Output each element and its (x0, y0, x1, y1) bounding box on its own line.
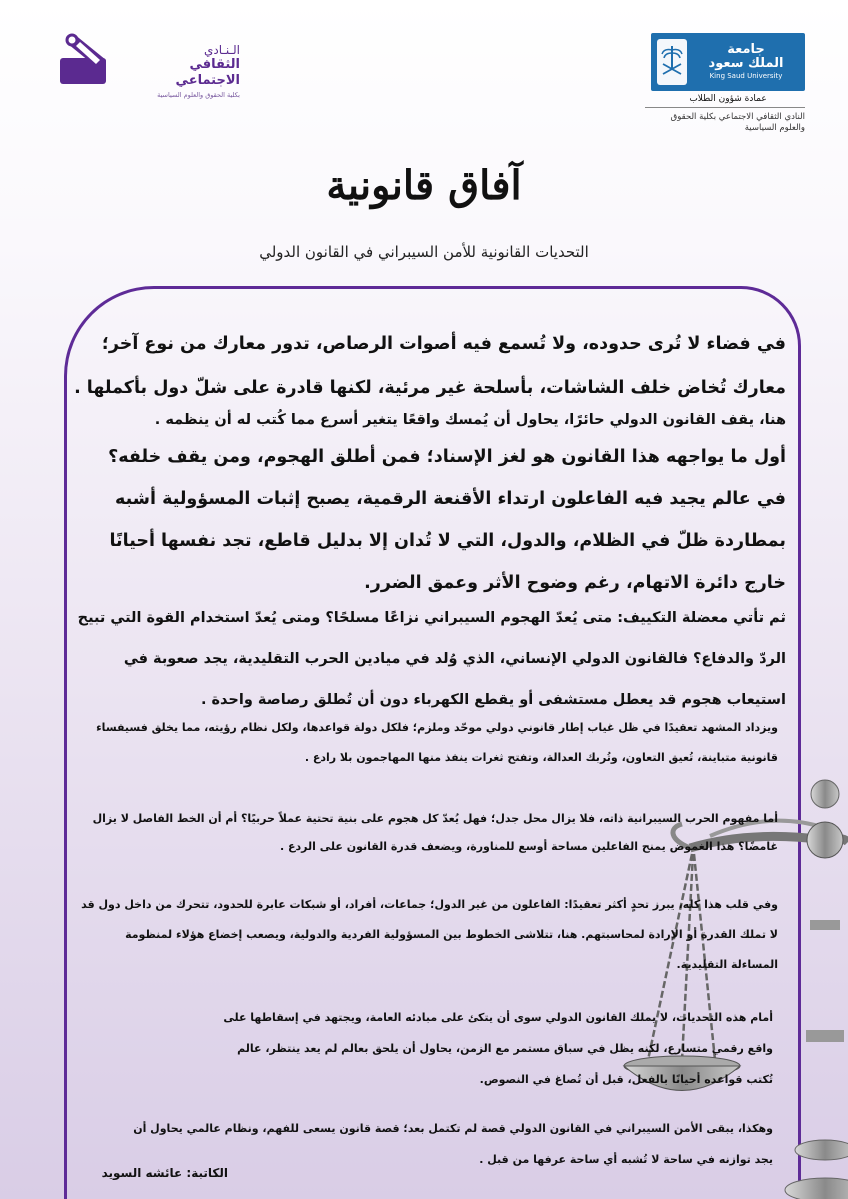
page-title: آفاق قانونية (326, 162, 522, 209)
paragraph-3: أول ما يواجهه هذا القانون هو لغز الإسناد؛ فمن أطلق الهجوم، ومن يقف خلفه؟ في عالم يجيد فيه الفاعلون ارتداء الأقنعة الرقمية، يصبح إثبات المسؤولية أشبه بمطاردة ظلّ في الظلام، والدول، التي لا تُدان إلا بدليل قاطع، تجد نفسها أحيانًا خارج دائرة الاتهام، رغم وضوح الأثر وعمق الضرر. (108, 447, 786, 593)
paragraph-9: وهكذا، يبقى الأمن السيبراني في القانون الدولي قصة لم تكتمل بعد؛ قصة قانون يسعى للفهم، ونظام عالمي يحاول أن يجد توازنه في ساحة لا تُشبه أي ساحة عرفها من قبل . (133, 1122, 773, 1166)
paragraph-7: وفي قلب هذا كله، يبرز تحدٍ أكثر تعقيدًا: الفاعلون من غير الدول؛ جماعات، أفراد، أو شبكات عابرة للحدود، تتحرك من داخل دول قد لا تملك القدرة أو الإرادة لمحاسبتهم. هنا، تتلاشى الخطوط بين المسؤولية الفردية والدولية، ويصعب إخضاع هؤلاء لمنظومة المساءلة التقليدية. (81, 898, 778, 971)
club-name (126, 44, 240, 99)
club-name-line1: الـنـادي (203, 43, 240, 57)
palm-swords-icon (657, 39, 687, 85)
ksu-logo-text (693, 43, 799, 81)
paragraph-4: ثم تأتي معضلة التكييف: متى يُعدّ الهجوم السيبراني نزاعًا مسلحًا؟ ومتى يُعدّ استخدام القوة التي تبيح الردّ والدفاع؟ فالقانون الدولي الإنساني، الذي وُلد في ميادين الحرب التقليدية، يجد صعوبة في استيعاب هجوم قد يعطل مستشفى أو يقطع الكهرباء دون أن تُطلق رصاصة واحدة . (77, 610, 786, 708)
club-name-line2: الثقافي الاجتماعي (175, 57, 240, 88)
ksu-name-ar-2: الملك سعود (708, 56, 784, 72)
club-name-line3: بكلية الحقوق والعلوم السياسية (157, 91, 240, 100)
page-subtitle: التحديات القانونية للأمن السيبراني في القانون الدولي (259, 243, 589, 261)
paragraph-2: هنا، يقف القانون الدولي حائرًا، يحاول أن يُمسك واقعًا يتغير أسرع مما كُتب له أن ينظمه . (154, 412, 786, 428)
paragraph-6: أما مفهوم الحرب السيبرانية ذاته، فلا يزال محل جدل؛ فهل يُعدّ كل هجوم على بنية تحتية عملاً حربيًا؟ أم أن الخط الفاصل لا يزال غامضًا؟ هذا الغموض يمنح الفاعلين مساحة أوسع للمناورة، ويضعف قدرة القانون على الردع . (92, 812, 778, 853)
paragraph-1: في فضاء لا تُرى حدوده، ولا تُسمع فيه أصوات الرصاص، تدور معارك من نوع آخر؛ معارك تُخاض خلف الشاشات، بأسلحة غير مرئية، لكنها قادرة على شلّ دول بأكملها . (74, 334, 786, 398)
club-side-label: النادي الثقافي الاجتماعي بكلية الحقوق والعلوم السياسية (670, 112, 805, 133)
paragraph-5: ويزداد المشهد تعقيدًا في ظل غياب إطار قانوني دولي موحّد وملزم؛ فلكل دولة قواعدها، ولكل نظام رؤيته، مما يخلق فسيفساء قانونية متباينة، تُعيق التعاون، وتُربك العدالة، وتفتح ثغرات ينفذ منها المهاجمون بلا رادع . (96, 721, 778, 764)
club-logo (60, 30, 240, 100)
ksu-name-ar-1: جامعة (727, 41, 765, 57)
author-credit: الكاتبة: عائشه السويد (101, 1166, 228, 1180)
pen-nib-icon (60, 30, 120, 86)
header-divider (645, 107, 805, 108)
ksu-logo (651, 33, 805, 91)
paragraph-8: أمام هذه التحديات، لا يملك القانون الدولي سوى أن يتكئ على مبادئه العامة، ويجتهد في إسقاطها على واقع رقمي متسارع، لكنه يظل في سباق مستمر مع الزمن، يحاول أن يلحق بعالم لم يعد ينتظر، عالم تُكتب قواعده أحيانًا بالفعل، قبل أن تُصاغ في النصوص. (223, 1011, 773, 1086)
ksu-header (645, 33, 805, 133)
deanship-label: عمادة شؤون الطلاب (689, 94, 767, 104)
ksu-name-en: King Saud University (709, 72, 783, 81)
